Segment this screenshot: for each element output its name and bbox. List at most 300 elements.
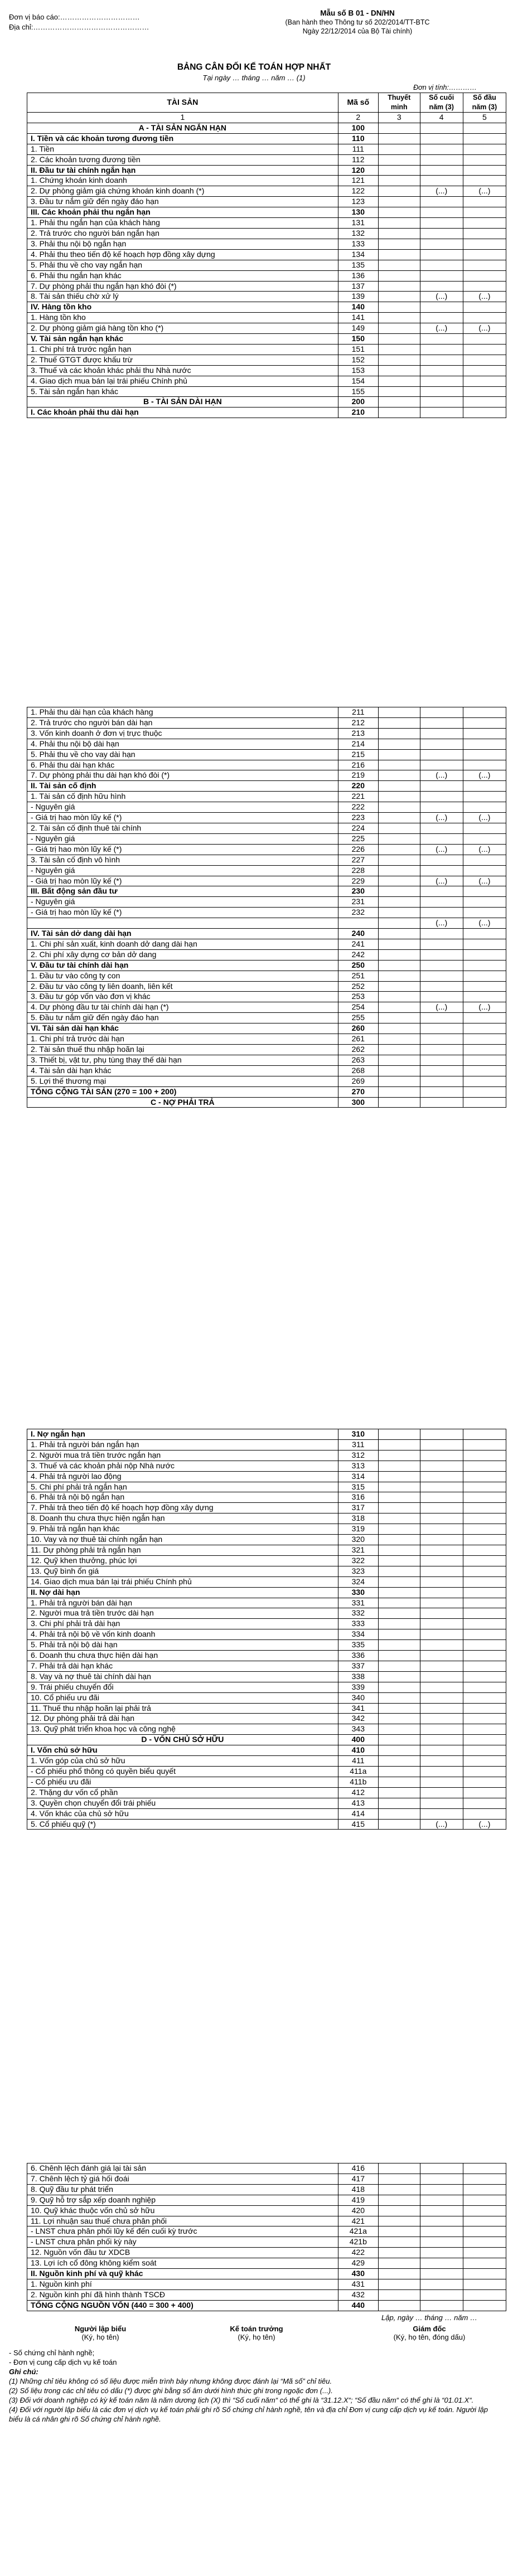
line-item-label: V. Tài sản ngắn hạn khác	[27, 334, 338, 345]
line-item-begin-value	[463, 2248, 506, 2258]
line-item-note	[378, 1703, 420, 1714]
note-1: (1) Những chỉ tiêu không có số liệu được miễn trình bày nhưng không được đánh lại “Mã số” chỉ tiêu.	[9, 2377, 332, 2385]
table-row	[27, 344, 506, 355]
line-item-end-value	[420, 218, 463, 229]
line-item-code: 312	[338, 1450, 378, 1461]
line-item-note	[378, 355, 420, 365]
line-item-note	[378, 260, 420, 270]
line-item-note	[378, 1439, 420, 1450]
line-item-code: 100	[338, 123, 378, 133]
line-item-label: 1. Phải thu dài hạn của khách hàng	[27, 707, 338, 718]
table-row	[27, 760, 506, 770]
line-item-note	[378, 1013, 420, 1023]
line-item-begin-value	[463, 1576, 506, 1587]
line-item-code: 440	[338, 2300, 378, 2311]
table-row	[27, 1482, 506, 1492]
line-item-note	[378, 344, 420, 355]
line-item-end-value	[420, 344, 463, 355]
line-item-end-value	[420, 2226, 463, 2237]
line-item-label: 7. Phải trả dài hạn khác	[27, 1661, 338, 1671]
line-item-begin-value	[463, 1439, 506, 1450]
line-item-label: 1. Chi phí trả trước dài hạn	[27, 1034, 338, 1045]
column-header-end-of-year: Số cuối	[420, 93, 463, 103]
line-item-note	[378, 1086, 420, 1097]
line-item-end-value	[420, 929, 463, 939]
line-item-begin-value	[463, 1566, 506, 1576]
line-item-note	[378, 707, 420, 718]
table-row	[27, 1492, 506, 1503]
line-item-note	[378, 1034, 420, 1045]
line-item-code: 337	[338, 1661, 378, 1671]
line-item-end-value	[420, 717, 463, 728]
line-item-note	[378, 123, 420, 133]
line-item-begin-value	[463, 218, 506, 229]
table-row	[27, 1714, 506, 1724]
line-item-begin-value	[463, 1461, 506, 1471]
table-row	[27, 355, 506, 365]
document-subtitle: Tại ngày … tháng … năm … (1)	[202, 74, 306, 82]
table-row	[27, 397, 506, 407]
line-item-code	[338, 918, 378, 929]
line-item-end-value	[420, 981, 463, 992]
line-item-note	[378, 1482, 420, 1492]
table-row	[27, 1692, 506, 1703]
table-row	[27, 1535, 506, 1545]
table-row	[27, 302, 506, 313]
line-item-end-value	[420, 1651, 463, 1661]
table-row	[27, 133, 506, 144]
table-row	[27, 918, 506, 929]
table-row	[27, 176, 506, 186]
line-item-begin-value: (...)	[463, 844, 506, 855]
line-item-label: 3. Thuế và các khoản khác phải thu Nhà nước	[27, 365, 338, 376]
line-item-code: 419	[338, 2195, 378, 2205]
line-item-end-value	[420, 749, 463, 760]
line-item-end-value	[420, 855, 463, 865]
line-item-note	[378, 2289, 420, 2300]
line-item-end-value	[420, 270, 463, 281]
line-item-begin-value	[463, 2269, 506, 2279]
form-note-line-1: (Ban hành theo Thông tư số 202/2014/TT-BTC	[285, 18, 430, 26]
table-row	[27, 770, 506, 781]
table-row	[27, 1682, 506, 1692]
line-item-code: 250	[338, 960, 378, 971]
line-item-begin-value	[463, 302, 506, 313]
line-item-end-value	[420, 365, 463, 376]
line-item-begin-value	[463, 1524, 506, 1535]
balance-sheet-table-part-2	[27, 707, 506, 1108]
line-item-begin-value	[463, 1076, 506, 1086]
line-item-begin-value	[463, 1545, 506, 1555]
line-item-code: 136	[338, 270, 378, 281]
table-row	[27, 1503, 506, 1513]
practice-certificate-note: - Số chứng chỉ hành nghề;	[9, 2349, 95, 2357]
line-item-end-value	[420, 2258, 463, 2269]
line-item-begin-value	[463, 355, 506, 365]
line-item-code: 310	[338, 1429, 378, 1440]
column-number-4: 4	[420, 113, 463, 123]
line-item-note	[378, 365, 420, 376]
line-item-code: 333	[338, 1619, 378, 1629]
line-item-code: 154	[338, 376, 378, 386]
line-item-code: 229	[338, 876, 378, 886]
line-item-code: 131	[338, 218, 378, 229]
line-item-note	[378, 1450, 420, 1461]
line-item-end-value	[420, 2279, 463, 2289]
line-item-note	[378, 1492, 420, 1503]
line-item-end-value: (...)	[420, 876, 463, 886]
table-row	[27, 270, 506, 281]
line-item-note	[378, 1671, 420, 1682]
line-item-note	[378, 1629, 420, 1640]
line-item-begin-value	[463, 386, 506, 397]
line-item-label: 3. Đầu tư nắm giữ đến ngày đáo hạn	[27, 197, 338, 207]
line-item-end-value	[420, 2300, 463, 2311]
line-item-begin-value	[463, 1619, 506, 1629]
line-item-label: - Nguyên giá	[27, 865, 338, 876]
line-item-end-value	[420, 1808, 463, 1819]
line-item-begin-value	[463, 760, 506, 770]
line-item-begin-value	[463, 992, 506, 1002]
line-item-label: 3. Tài sản cố định vô hình	[27, 855, 338, 865]
line-item-end-value: (...)	[420, 844, 463, 855]
line-item-end-value	[420, 176, 463, 186]
line-item-begin-value	[463, 1598, 506, 1608]
line-item-code: 232	[338, 908, 378, 918]
line-item-code: 331	[338, 1598, 378, 1608]
table-row	[27, 1745, 506, 1756]
line-item-code: 270	[338, 1086, 378, 1097]
line-item-begin-value	[463, 1787, 506, 1798]
line-item-begin-value	[463, 1767, 506, 1777]
line-item-code: 421a	[338, 2226, 378, 2237]
line-item-end-value: (...)	[420, 813, 463, 823]
line-item-code: 120	[338, 165, 378, 176]
line-item-begin-value	[463, 823, 506, 833]
line-item-label: 10. Vay và nợ thuê tài chính ngắn hạn	[27, 1535, 338, 1545]
line-item-note	[378, 865, 420, 876]
line-item-begin-value	[463, 1055, 506, 1065]
line-item-code: 430	[338, 2269, 378, 2279]
address-label: Địa chỉ:…………………………………………	[9, 23, 149, 31]
line-item-begin-value: (...)	[463, 292, 506, 302]
table-row	[27, 707, 506, 718]
line-item-note	[378, 1055, 420, 1065]
line-item-end-value	[420, 1535, 463, 1545]
line-item-code: 137	[338, 281, 378, 292]
line-item-label: 11. Thuế thu nhập hoãn lại phải trả	[27, 1703, 338, 1714]
line-item-end-value	[420, 1777, 463, 1787]
line-item-note	[378, 1566, 420, 1576]
line-item-end-value	[420, 2174, 463, 2184]
line-item-note	[378, 323, 420, 334]
line-item-begin-value	[463, 833, 506, 844]
line-item-label: - Nguyên giá	[27, 802, 338, 813]
line-item-code: 412	[338, 1787, 378, 1798]
line-item-label: 12. Nguồn vốn đầu tư XDCB	[27, 2248, 338, 2258]
line-item-end-value	[420, 1629, 463, 1640]
line-item-begin-value	[463, 897, 506, 908]
table-row	[27, 2269, 506, 2279]
line-item-label: 4. Phải trả người lao động	[27, 1471, 338, 1482]
notes-title: Ghi chú:	[9, 2368, 38, 2376]
line-item-begin-value	[463, 1798, 506, 1808]
line-item-label: 10. Quỹ khác thuộc vốn chủ sở hữu	[27, 2205, 338, 2216]
line-item-label: - Cổ phiếu phổ thông có quyền biểu quyết	[27, 1767, 338, 1777]
line-item-code: 413	[338, 1798, 378, 1808]
line-item-end-value	[420, 897, 463, 908]
line-item-label: III. Bất động sản đầu tư	[27, 886, 338, 897]
line-item-code: 153	[338, 365, 378, 376]
line-item-begin-value: (...)	[463, 186, 506, 197]
form-note-line-2: Ngày 22/12/2014 của Bộ Tài chính)	[302, 27, 413, 35]
line-item-label: 2. Trả trước cho người bán dài hạn	[27, 717, 338, 728]
line-item-note	[378, 2184, 420, 2195]
table-row	[27, 929, 506, 939]
line-item-begin-value	[463, 1682, 506, 1692]
line-item-code: 121	[338, 176, 378, 186]
line-item-label: 2. Tài sản thuế thu nhập hoãn lại	[27, 1045, 338, 1055]
line-item-end-value	[420, 1555, 463, 1566]
line-item-code: 252	[338, 981, 378, 992]
line-item-label: 5. Phải thu về cho vay dài hạn	[27, 749, 338, 760]
line-item-code: 416	[338, 2163, 378, 2174]
line-item-code: 322	[338, 1555, 378, 1566]
line-item-end-value	[420, 2205, 463, 2216]
line-item-note	[378, 886, 420, 897]
table-row	[27, 1086, 506, 1097]
document-title: BẢNG CÂN ĐỐI KẾ TOÁN HỢP NHẤT	[177, 62, 331, 72]
line-item-begin-value	[463, 707, 506, 718]
line-item-code: 223	[338, 813, 378, 823]
line-item-note	[378, 813, 420, 823]
line-item-label: I. Các khoản phải thu dài hạn	[27, 407, 338, 418]
line-item-label: 3. Quyền chọn chuyển đổi trái phiếu	[27, 1798, 338, 1808]
table-row	[27, 897, 506, 908]
line-item-end-value	[420, 2163, 463, 2174]
line-item-label: 2. Dự phòng giảm giá chứng khoán kinh doanh (*)	[27, 186, 338, 197]
line-item-end-value	[420, 260, 463, 270]
line-item-end-value	[420, 133, 463, 144]
line-item-label: 3. Thuế và các khoản phải nộp Nhà nước	[27, 1461, 338, 1471]
line-item-begin-value	[463, 2174, 506, 2184]
line-item-note	[378, 1576, 420, 1587]
line-item-code: 222	[338, 802, 378, 813]
line-item-label: 13. Lợi ích cổ đông không kiểm soát	[27, 2258, 338, 2269]
table-row	[27, 2205, 506, 2216]
line-item-label: - Giá trị hao mòn lũy kế (*)	[27, 813, 338, 823]
balance-sheet-table-part-3	[27, 1429, 506, 1830]
table-row	[27, 781, 506, 792]
line-item-label: 13. Quỹ bình ổn giá	[27, 1566, 338, 1576]
line-item-note	[378, 281, 420, 292]
line-item-begin-value	[463, 239, 506, 249]
line-item-end-value	[420, 1086, 463, 1097]
line-item-end-value	[420, 1735, 463, 1745]
line-item-code: 135	[338, 260, 378, 270]
line-item-end-value	[420, 1524, 463, 1535]
line-item-note	[378, 334, 420, 345]
line-item-label: 11. Dự phòng phải trả ngắn hạn	[27, 1545, 338, 1555]
line-item-begin-value	[463, 281, 506, 292]
table-row	[27, 1450, 506, 1461]
line-item-code: 130	[338, 207, 378, 218]
line-item-note	[378, 2205, 420, 2216]
line-item-begin-value	[463, 1023, 506, 1034]
table-row	[27, 1671, 506, 1682]
line-item-note	[378, 949, 420, 960]
line-item-label: 6. Chênh lệch đánh giá lại tài sản	[27, 2163, 338, 2174]
line-item-note	[378, 1651, 420, 1661]
table-row	[27, 1608, 506, 1619]
line-item-begin-value	[463, 1587, 506, 1598]
line-item-label: - Giá trị hao mòn lũy kế (*)	[27, 876, 338, 886]
line-item-note	[378, 2216, 420, 2226]
line-item-end-value	[420, 1429, 463, 1440]
line-item-code: 431	[338, 2279, 378, 2289]
table-row	[27, 1555, 506, 1566]
line-item-end-value	[420, 2248, 463, 2258]
line-item-note	[378, 971, 420, 981]
line-item-note	[378, 1682, 420, 1692]
line-item-note	[378, 1808, 420, 1819]
line-item-note	[378, 186, 420, 197]
line-item-code: 336	[338, 1651, 378, 1661]
line-item-code: 227	[338, 855, 378, 865]
line-item-end-value	[420, 781, 463, 792]
table-row	[27, 833, 506, 844]
line-item-label: II. Nguồn kinh phí và quỹ khác	[27, 2269, 338, 2279]
table-row	[27, 971, 506, 981]
line-item-label: V. Đầu tư tài chính dài hạn	[27, 960, 338, 971]
line-item-label: 9. Trái phiếu chuyển đổi	[27, 1682, 338, 1692]
line-item-note	[378, 302, 420, 313]
line-item-end-value: (...)	[420, 292, 463, 302]
line-item-code: 123	[338, 197, 378, 207]
table-row	[27, 1076, 506, 1086]
table-row	[27, 844, 506, 855]
line-item-begin-value	[463, 865, 506, 876]
line-item-code: 219	[338, 770, 378, 781]
line-item-begin-value	[463, 1692, 506, 1703]
line-item-code: 341	[338, 1703, 378, 1714]
line-item-code: 262	[338, 1045, 378, 1055]
line-item-end-value	[420, 739, 463, 749]
report-header-left	[9, 12, 149, 32]
line-item-label: II. Tài sản cố định	[27, 781, 338, 792]
line-item-end-value	[420, 313, 463, 323]
line-item-code: 260	[338, 1023, 378, 1034]
line-item-note	[378, 939, 420, 949]
line-item-code: 241	[338, 939, 378, 949]
line-item-code: 321	[338, 1545, 378, 1555]
line-item-end-value	[420, 2269, 463, 2279]
table-row	[27, 802, 506, 813]
line-item-note	[378, 876, 420, 886]
line-item-label: 8. Vay và nợ thuê tài chính dài hạn	[27, 1671, 338, 1682]
table-row	[27, 1661, 506, 1671]
table-row	[27, 1471, 506, 1482]
line-item-code: 253	[338, 992, 378, 1002]
line-item-note	[378, 1023, 420, 1034]
line-item-label: 4. Phải thu theo tiến độ kế hoạch hợp đồng xây dựng	[27, 249, 338, 260]
line-item-code: 269	[338, 1076, 378, 1086]
table-row	[27, 981, 506, 992]
line-item-begin-value	[463, 154, 506, 165]
line-item-end-value	[420, 249, 463, 260]
line-item-end-value	[420, 960, 463, 971]
line-item-note	[378, 929, 420, 939]
line-item-end-value	[420, 355, 463, 365]
table-row	[27, 960, 506, 971]
line-item-code: 111	[338, 144, 378, 154]
line-item-end-value	[420, 239, 463, 249]
table-row	[27, 2248, 506, 2258]
line-item-label: 9. Quỹ hỗ trợ sắp xếp doanh nghiệp	[27, 2195, 338, 2205]
line-item-end-value	[420, 760, 463, 770]
table-row	[27, 1598, 506, 1608]
line-item-end-value	[420, 1097, 463, 1108]
line-item-label: 4. Giao dịch mua bán lại trái phiếu Chính phủ	[27, 376, 338, 386]
line-item-note	[378, 376, 420, 386]
line-item-code: 268	[338, 1065, 378, 1076]
chief-accountant-signature	[190, 2325, 323, 2341]
line-item-code: 311	[338, 1439, 378, 1450]
table-row	[27, 218, 506, 229]
line-item-label: 2. Các khoản tương đương tiền	[27, 154, 338, 165]
table-row	[27, 1045, 506, 1055]
line-item-code: 400	[338, 1735, 378, 1745]
line-item-code: 330	[338, 1587, 378, 1598]
line-item-label: 7. Chênh lệch tỷ giá hối đoái	[27, 2174, 338, 2184]
line-item-label: 1. Đầu tư vào công ty con	[27, 971, 338, 981]
line-item-end-value	[420, 1055, 463, 1065]
line-item-end-value	[420, 707, 463, 718]
line-item-label: 2. Thuế GTGT được khấu trừ	[27, 355, 338, 365]
line-item-note	[378, 165, 420, 176]
line-item-note	[378, 228, 420, 239]
line-item-begin-value	[463, 123, 506, 133]
table-row	[27, 2258, 506, 2269]
line-item-code: 141	[338, 313, 378, 323]
preparer-signature	[33, 2325, 167, 2341]
table-row	[27, 407, 506, 418]
table-row	[27, 749, 506, 760]
line-item-end-value: (...)	[420, 918, 463, 929]
line-item-end-value	[420, 908, 463, 918]
line-item-begin-value	[463, 1492, 506, 1503]
line-item-code: 240	[338, 929, 378, 939]
line-item-label: 9. Phải trả ngắn hạn khác	[27, 1524, 338, 1535]
line-item-end-value	[420, 1566, 463, 1576]
footer-notes	[9, 2348, 488, 2424]
line-item-begin-value	[463, 981, 506, 992]
line-item-note	[378, 1777, 420, 1787]
line-item-code: 313	[338, 1461, 378, 1471]
table-row	[27, 1756, 506, 1767]
table-row	[27, 2163, 506, 2174]
line-item-code: 343	[338, 1724, 378, 1735]
line-item-label: 5. Tài sản ngắn hạn khác	[27, 386, 338, 397]
table-row	[27, 154, 506, 165]
line-item-note	[378, 1745, 420, 1756]
line-item-code: 251	[338, 971, 378, 981]
table-row	[27, 1055, 506, 1065]
line-item-label: - LNST chưa phân phối lũy kế đến cuối kỳ trước	[27, 2226, 338, 2237]
line-item-end-value	[420, 207, 463, 218]
line-item-end-value	[420, 823, 463, 833]
column-header-begin-2: năm (3)	[463, 103, 506, 113]
